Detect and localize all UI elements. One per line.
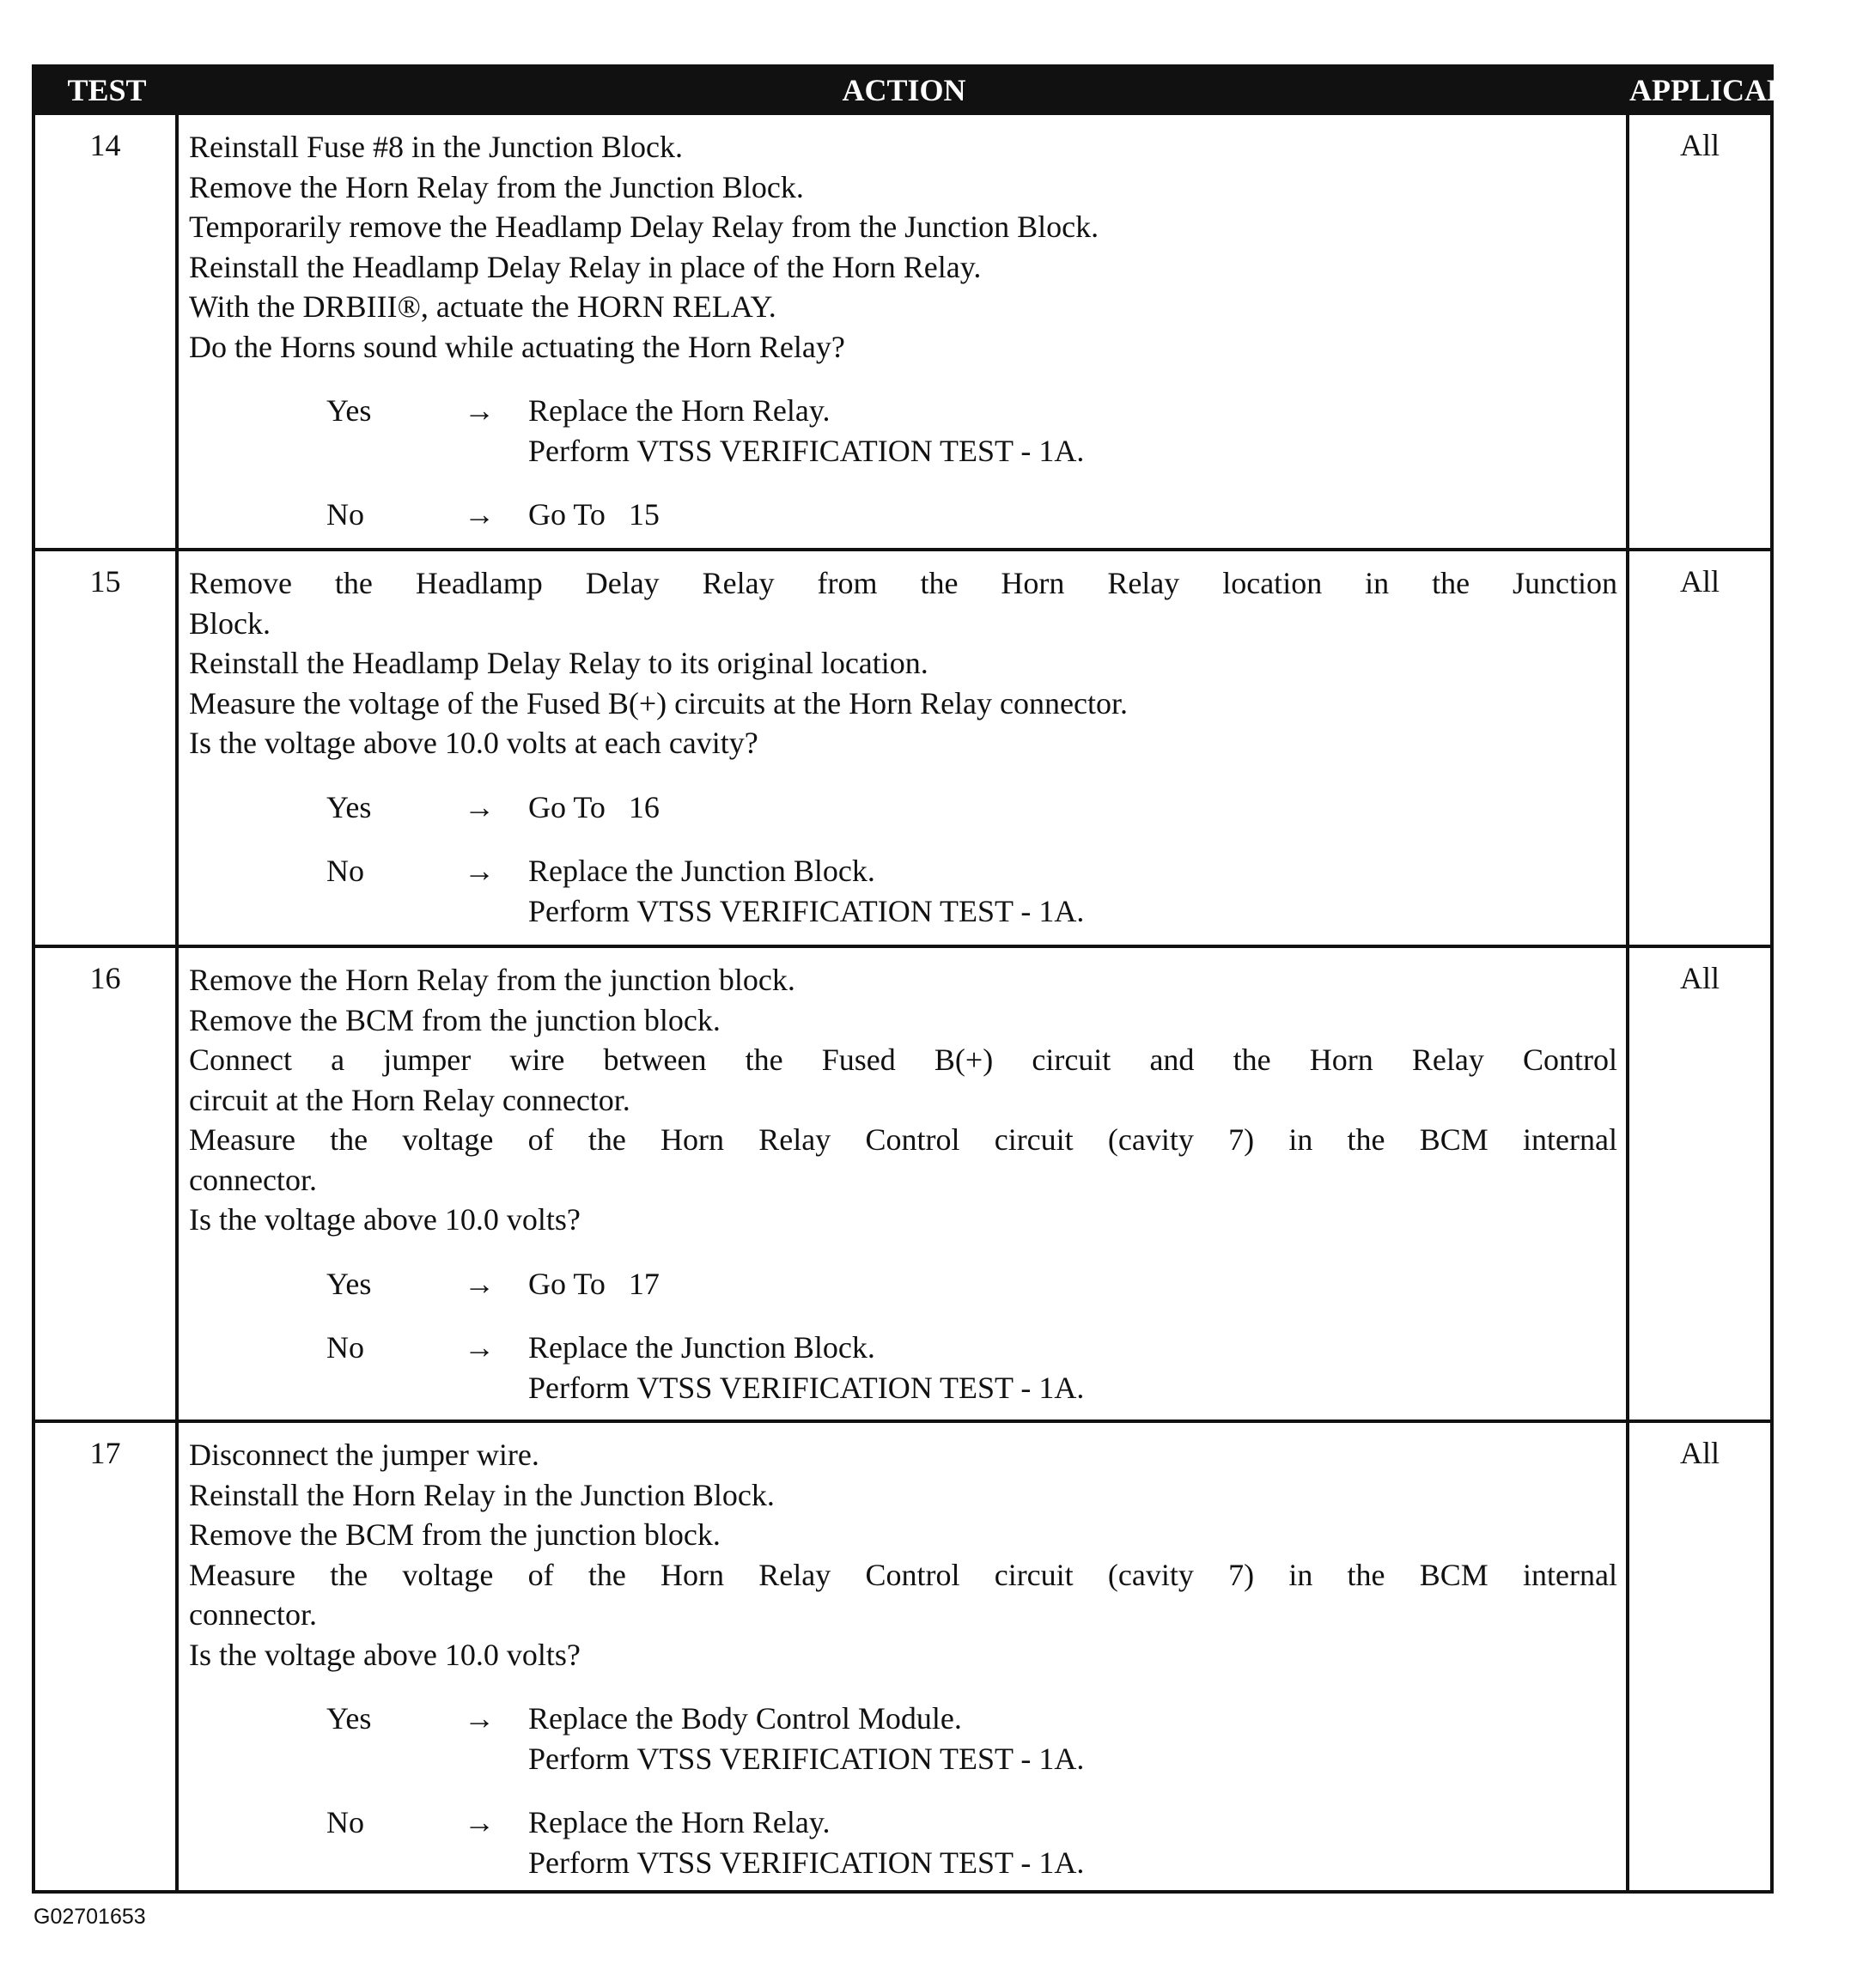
answer-result <box>528 1699 1617 1778</box>
applicability-cell: All <box>1679 564 1720 599</box>
action-cell <box>179 115 1629 548</box>
table-row <box>35 548 1770 945</box>
action-line: Remove the Horn Relay from the junction block. <box>189 963 795 997</box>
result-line: Replace the Junction Block. <box>528 1330 875 1365</box>
table-row <box>35 945 1770 1420</box>
answer-option <box>189 851 1617 931</box>
arrow-icon: → <box>464 393 495 428</box>
answer-option <box>189 787 1617 828</box>
result-line: Go To 15 <box>528 497 660 532</box>
result-line: Replace the Junction Block. <box>528 854 875 888</box>
answer-result <box>528 391 1617 471</box>
test-number: 14 <box>35 115 179 548</box>
answer-option <box>189 1699 1617 1778</box>
answer-option <box>189 495 1617 535</box>
diagnostic-test-table <box>32 64 1875 1894</box>
answer-option <box>189 391 1617 471</box>
answer-label: No <box>326 1805 364 1839</box>
table-header <box>35 68 1875 112</box>
answer-result <box>528 787 1617 828</box>
header-test: TEST <box>67 72 147 107</box>
action-cell <box>179 948 1629 1420</box>
action-line: Temporarily remove the Headlamp Delay Relay from the Junction Block. <box>189 210 1099 244</box>
result-line: Perform VTSS VERIFICATION TEST - 1A. <box>528 893 1085 928</box>
action-line: Remove the BCM from the junction block. <box>189 1517 721 1552</box>
arrow-icon: → <box>464 1701 495 1736</box>
applicability-cell: All <box>1679 961 1720 995</box>
result-line: Perform VTSS VERIFICATION TEST - 1A. <box>528 1370 1085 1405</box>
action-line: Do the Horns sound while actuating the Horn Relay? <box>189 329 845 364</box>
answer-option <box>189 1264 1617 1304</box>
answer-label: Yes <box>326 1266 372 1301</box>
action-line: Measure the voltage of the Horn Relay Control circuit (cavity 7) in the BCM internal <box>189 1557 1617 1592</box>
action-line: Reinstall the Headlamp Delay Relay to its original location. <box>189 646 928 680</box>
header-applicability: APPLICABILITY <box>1629 72 1875 107</box>
answer-label: Yes <box>326 789 372 824</box>
result-line: Perform VTSS VERIFICATION TEST - 1A. <box>528 1845 1085 1880</box>
answer-result <box>528 1328 1617 1407</box>
action-line: Reinstall the Horn Relay in the Junction Block. <box>189 1477 775 1512</box>
applicability-cell: All <box>1679 1436 1720 1470</box>
answer-result <box>528 1803 1617 1882</box>
action-line: connector. <box>189 1597 317 1632</box>
action-line: Reinstall the Headlamp Delay Relay in place of the Horn Relay. <box>189 249 982 284</box>
table-row <box>35 112 1770 548</box>
test-number: 15 <box>35 551 179 945</box>
action-line: Connect a jumper wire between the Fused B(+) circuit and the Horn Relay Control <box>189 1043 1617 1077</box>
action-line: Remove the Horn Relay from the Junction Block. <box>189 169 804 204</box>
answer-option <box>189 1328 1617 1407</box>
answer-label: No <box>326 854 364 888</box>
answer-result <box>528 851 1617 931</box>
table-row <box>35 1420 1770 1890</box>
result-line: Replace the Horn Relay. <box>528 1805 831 1839</box>
action-cell <box>179 551 1629 945</box>
arrow-icon: → <box>464 854 495 888</box>
result-line: Go To 17 <box>528 1266 660 1301</box>
action-cell <box>179 1423 1629 1890</box>
action-line: Block. <box>189 605 271 641</box>
answer-result <box>528 1264 1617 1304</box>
arrow-icon: → <box>464 1330 495 1365</box>
action-line: Reinstall Fuse #8 in the Junction Block. <box>189 130 683 164</box>
action-line: Measure the voltage of the Horn Relay Control circuit (cavity 7) in the BCM internal <box>189 1122 1617 1157</box>
answer-label: Yes <box>326 393 372 428</box>
answer-label: Yes <box>326 1701 372 1736</box>
action-line: Remove the BCM from the junction block. <box>189 1002 721 1037</box>
action-line: Is the voltage above 10.0 volts at each cavity? <box>189 726 758 760</box>
applicability-cell: All <box>1679 128 1720 162</box>
answer-label: No <box>326 1330 364 1365</box>
action-line: Remove the Headlamp Delay Relay from the Horn Relay location in the Junction <box>189 566 1617 600</box>
result-line: Replace the Horn Relay. <box>528 393 831 428</box>
table-body <box>35 112 1770 1890</box>
action-line: circuit at the Horn Relay connector. <box>189 1082 630 1117</box>
answer-option <box>189 1803 1617 1882</box>
action-line: With the DRBIII®, actuate the HORN RELAY. <box>189 289 776 324</box>
action-line: Is the voltage above 10.0 volts? <box>189 1202 581 1237</box>
action-line: Measure the voltage of the Fused B(+) circuits at the Horn Relay connector. <box>189 685 1128 720</box>
test-number: 17 <box>35 1423 179 1890</box>
result-line: Perform VTSS VERIFICATION TEST - 1A. <box>528 433 1085 468</box>
answer-result <box>528 495 1617 535</box>
header-action: ACTION <box>842 72 966 107</box>
result-line: Perform VTSS VERIFICATION TEST - 1A. <box>528 1741 1085 1776</box>
result-line: Go To 16 <box>528 789 660 824</box>
arrow-icon: → <box>464 1805 495 1839</box>
result-line: Replace the Body Control Module. <box>528 1701 962 1736</box>
arrow-icon: → <box>464 789 495 824</box>
test-number: 16 <box>35 948 179 1420</box>
figure-id: G02701653 <box>33 1905 146 1929</box>
action-line: Disconnect the jumper wire. <box>189 1438 539 1472</box>
arrow-icon: → <box>464 1266 495 1301</box>
arrow-icon: → <box>464 497 495 532</box>
action-line: Is the voltage above 10.0 volts? <box>189 1637 581 1672</box>
action-line: connector. <box>189 1162 317 1197</box>
answer-label: No <box>326 497 364 532</box>
